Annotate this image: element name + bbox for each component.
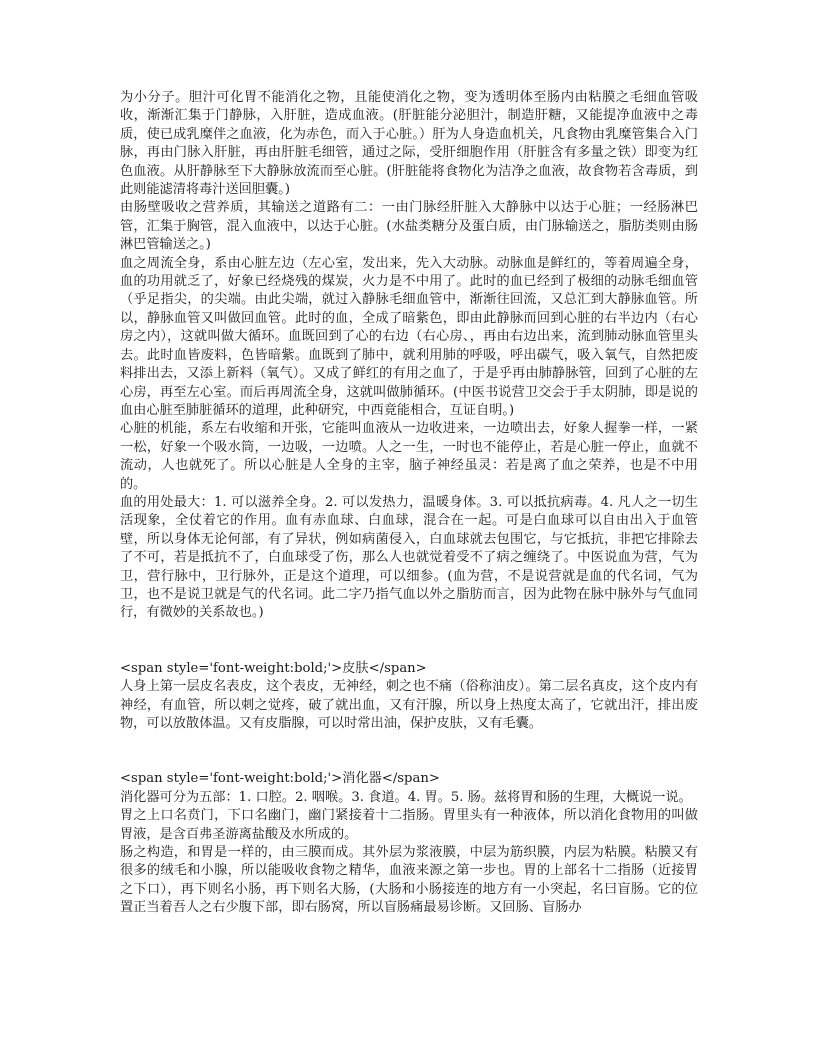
paragraph-skin: 人身上第一层皮名表皮，这个表皮，无神经，刺之也不痛（俗称油皮）。第二层名真皮，这个皮内有神经，有血管，所以刺之觉疼，破了就出血，又有汗腺，所以身上热度太高了，它就出汗，排出废物，可以放散体温。又有皮脂腺，可以时常出油，保护皮肤，又有毛囊。 [120,679,698,731]
section-spacer [120,733,698,770]
paragraph-stomach: 胃之上口名贲门，下口名幽门，幽门紧接着十二指肠。胃里头有一种液体，所以消化食物用的叫做胃液，是含百弗圣游离盐酸及水所成的。 [120,808,698,842]
paragraph-heart: 心脏的机能，系左右收缩和开张，它能叫血液从一边收进来，一边喷出去，好象人握拳一样，一紧一松，好象一个吸水筒，一边吸，一边喷。人之一生，一时也不能停止，若是心脏一停止，血就不流动，人也就死了。所以心脏是人全身的主宰，脑子神经虽灵：若是离了血之荣养，也是不中用的。 [120,421,698,492]
paragraph-liver: 为小分子。胆汁可化胃不能消化之物，且能使消化之物，变为透明体至肠内由粘膜之毛细血管吸收，渐渐汇集于门静脉，入肝脏，造成血液。(肝脏能分泌胆汁，制造肝糖，又能提净血液中之毒质，使已成乳糜伴之血液，化为赤色，而入于心脏。）肝为人身造血机关，凡食物由乳糜管集合入门脉，再由门脉入肝脏，再由肝脏毛细管，通过之际，受肝细胞作用（肝脏含有多量之铁）即变为红色血液。从肝静脉至下大静脉放流而至心脏。(肝脏能将食物化为洁净之血液，故食物若含毒质，到此则能滤清将毒汁送回胆囊。) [120,90,698,198]
paragraph-intestine: 肠之构造，和胃是一样的，由三膜而成。其外层为浆液膜，中层为筋织膜，内层为粘膜。粘膜又有很多的绒毛和小腺，所以能吸收食物之精华，血液来源之第一步也。胃的上部名十二指肠（近接胃之下口），再下则名小肠，再下则名大肠，(大肠和小肠接连的地方有一小突起，名曰盲肠。它的位置正当着吾人之右少腹下部，即右肠窝，所以盲肠痛最易诊断。又回肠、盲肠办 [120,845,698,916]
paragraph-absorption: 由肠壁吸收之营养质，其输送之道路有二：一由门脉经肝脏入大静脉中以达于心脏；一经肠淋巴管，汇集于胸管，混入血液中，以达于心脏。(水盐类糖分及蛋白质，由门脉输送之，脂肪类则由肠淋巴管输送之。) [120,200,698,253]
paragraph-digestive-parts: 消化器可分为五部：1. 口腔。2. 咽喉。3. 食道。4. 胃。5. 肠。兹将胃和肠的生理，大概说一说。 [120,789,692,805]
paragraph-blood-use: 血的用处最大：1. 可以滋养全身。2. 可以发热力，温暖身体。3. 可以抵抗病毒。4. 凡人之一切生活现象，全仗着它的作用。血有赤血球、白血球，混合在一起。可是白血球可以自由出入于血管壁，所以身体无论何部，有了异状，例如病菌侵入，白血球就去包围它，与它抵抗，非把它排除去了不可，若是抵抗不了，白血球受了伤，那么人也就觉着受不了病之缠绕了。中医说血为营，气为卫，营行脉中，卫行脉外，正是这个道理，可以细参。(血为营，不是说营就是血的代名词，气为卫，也不是说卫就是气的代名词。此二字乃指气血以外之脂肪而言，因为此物在脉中脉外与气血同行，有微妙的关系故也。) [120,494,698,621]
section-heading-skin: <span style='font-weight:bold;'>皮肤</span> [120,660,427,676]
document-page [120,89,698,918]
paragraph-circulation: 血之周流全身，系由心脏左边（左心室，发出来，先入大动脉。动脉血是鲜红的，等着周遍全身，血的功用就乏了，好象已经烧残的煤炭，火力是不中用了。此时的血已经到了极细的动脉毛细血管（乎足指尖，的尖端。由此尖端，就过入静脉毛细血管中，渐渐往回流，又总汇到大静脉血管。所以，静脉血管又叫做回血管。此时的血，全成了暗紫色，即由此静脉而回到心脏的右半边内（右心房之内），这就叫做大循环。血既回到了心的右边（右心房、，再由右边出来，流到肺动脉血管里头去。此时血皆废料，色皆暗紫。血既到了肺中，就利用肺的呼吸，呼出碳气，吸入氧气，自然把废料排出去，又添上新料（氧气）。又成了鲜红的有用之血了，于是乎再由肺静脉管，回到了心脏的左心房，再至左心室。而后再周流全身，这就叫做肺循环。(中医书说营卫交会于手太阴肺，即是说的血由心脏至肺脏循环的道理，此种研究，中西竟能相合，互证自明。) [120,255,698,418]
section-heading-digestive: <span style='font-weight:bold;'>消化器</span> [120,771,440,787]
section-spacer [120,623,698,660]
